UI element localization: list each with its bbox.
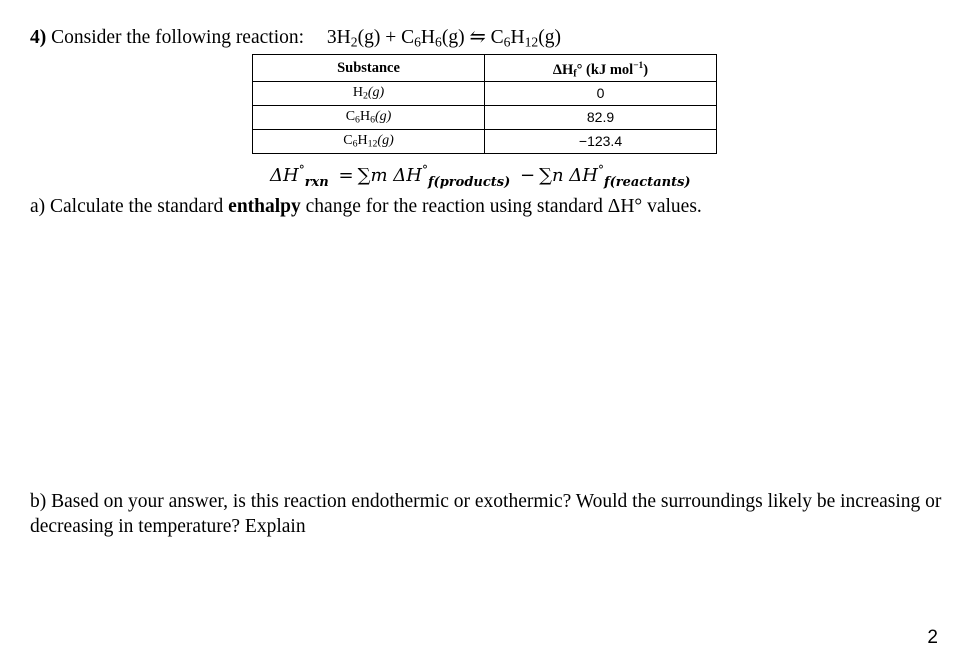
table-row	[253, 81, 717, 105]
part-b-question: b) Based on your answer, is this reaction endothermic or exothermic? Would the surroundings likely be increasing or decreasing in temperature? Explain	[30, 491, 942, 537]
header-enthalpy: $\Delta H_f^\circ$ (kJ mol$^{-1}$)	[485, 55, 717, 82]
substance-cell: $H_2(g)$	[253, 81, 485, 105]
enthalpy-value-cell: 82.9	[485, 105, 717, 129]
enthalpy-value-cell: −123.4	[485, 129, 717, 153]
header-substance: Substance	[253, 55, 485, 82]
table-row	[253, 105, 717, 129]
enthalpy-value-cell: 0	[485, 81, 717, 105]
enthalpy-table	[252, 54, 717, 154]
substance-cell: $C_6H_6(g)$	[253, 105, 485, 129]
substance-cell: $C_6H_{12}(g)$	[253, 129, 485, 153]
table-row	[253, 129, 717, 153]
page-number: 2	[927, 627, 938, 648]
part-a-question: a) Calculate the standard enthalpy change for the reaction using standard ΔH° values.	[30, 196, 702, 217]
table-header-row	[253, 55, 717, 82]
question-prompt: Consider the following reaction:	[51, 27, 305, 48]
question-number: 4)	[30, 27, 47, 48]
question-heading	[30, 24, 561, 52]
hess-law-equation: $\Delta H^\circ_{rxn} = \sum m$ $\Delta H^\circ_{f(products)} - \sum n$ $\Delta H^\circ_{f(reactants)}$	[270, 163, 691, 190]
reaction-equation: $3H_2(g) + C_6H_6(g)$ ⇋ $C_6H_{12}(g)$	[326, 27, 561, 50]
